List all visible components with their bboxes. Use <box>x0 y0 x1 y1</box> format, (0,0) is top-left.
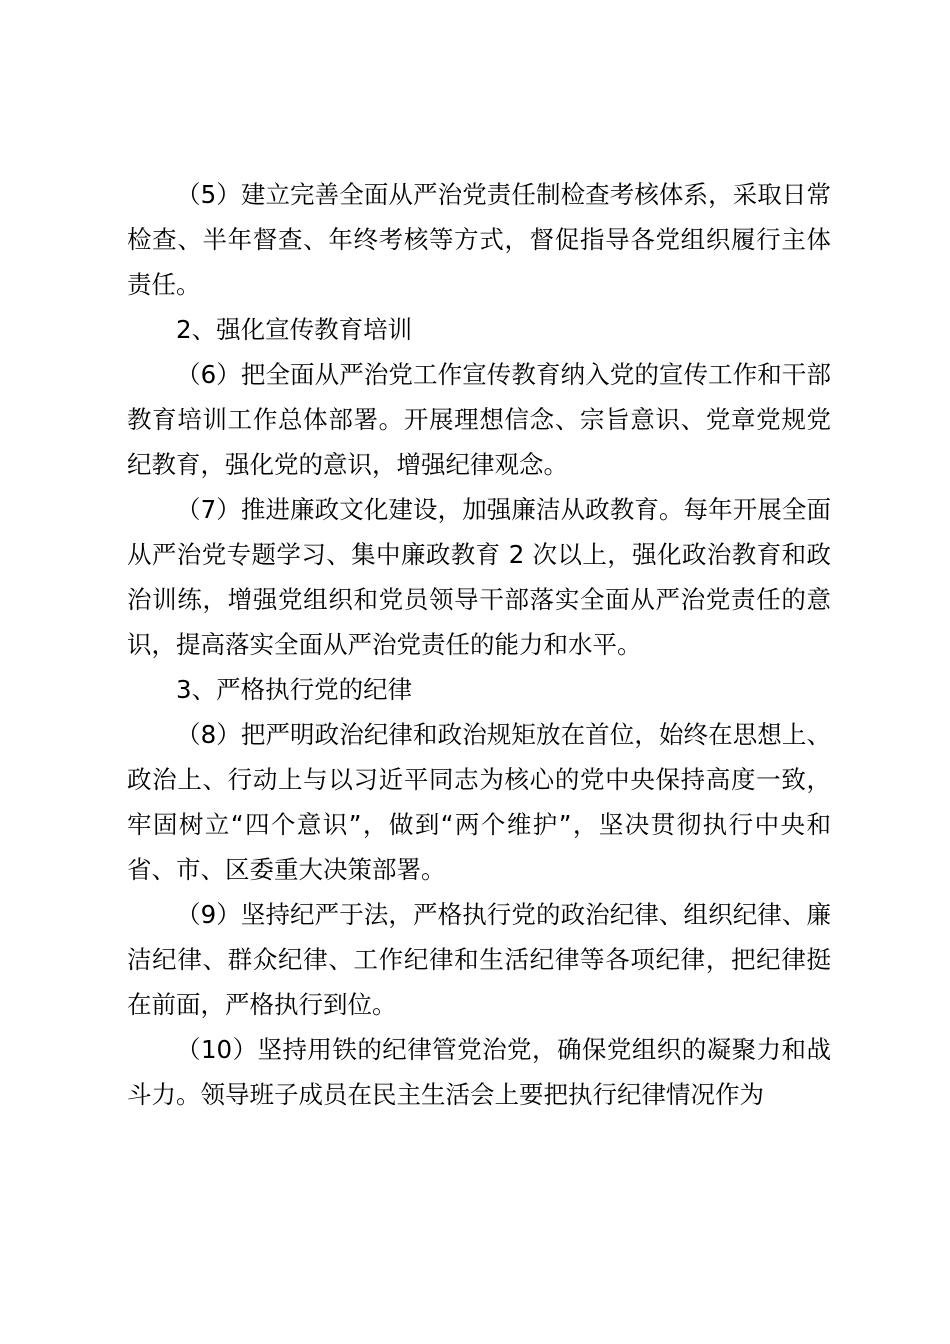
paragraph-item-9: （9）坚持纪严于法，严格执行党的政治纪律、组织纪律、廉洁纪律、群众纪律、工作纪律和生活纪律等各项纪律，把纪律挺在前面，严格执行到位。 <box>127 900 831 1019</box>
section-heading-party-discipline: 3、严格执行党的纪律 <box>176 675 413 704</box>
document-body <box>127 172 831 1117</box>
paragraph-item-7: （7）推进廉政文化建设，加强廉洁从政教育。每年开展全面从严治党专题学习、集中廉政教育 2 次以上，强化政治教育和政治训练，增强党组织和党员领导干部落实全面从严治党责任的意识，提高落实全面从严治党责任的能力和水平。 <box>127 495 831 659</box>
paragraph-item-6: （6）把全面从严治党工作宣传教育纳入党的宣传工作和干部教育培训工作总体部署。开展理想信念、宗旨意识、党章党规党纪教育，强化党的意识，增强纪律观念。 <box>127 360 831 479</box>
paragraph-item-10: （10）坚持用铁的纪律管党治党，确保党组织的凝聚力和战斗力。领导班子成员在民主生活会上要把执行纪律情况作为 <box>127 1035 831 1109</box>
paragraph-item-5: （5）建立完善全面从严治党责任制检查考核体系，采取日常检查、半年督查、年终考核等方式，督促指导各党组织履行主体责任。 <box>127 180 831 299</box>
paragraph-item-8: （8）把严明政治纪律和政治规矩放在首位，始终在思想上、政治上、行动上与以习近平同志为核心的党中央保持高度一致，牢固树立“四个意识”，做到“两个维护”，坚决贯彻执行中央和省、市、区委重大决策部署。 <box>127 720 831 884</box>
section-heading-publicity-education: 2、强化宣传教育培训 <box>176 315 413 344</box>
